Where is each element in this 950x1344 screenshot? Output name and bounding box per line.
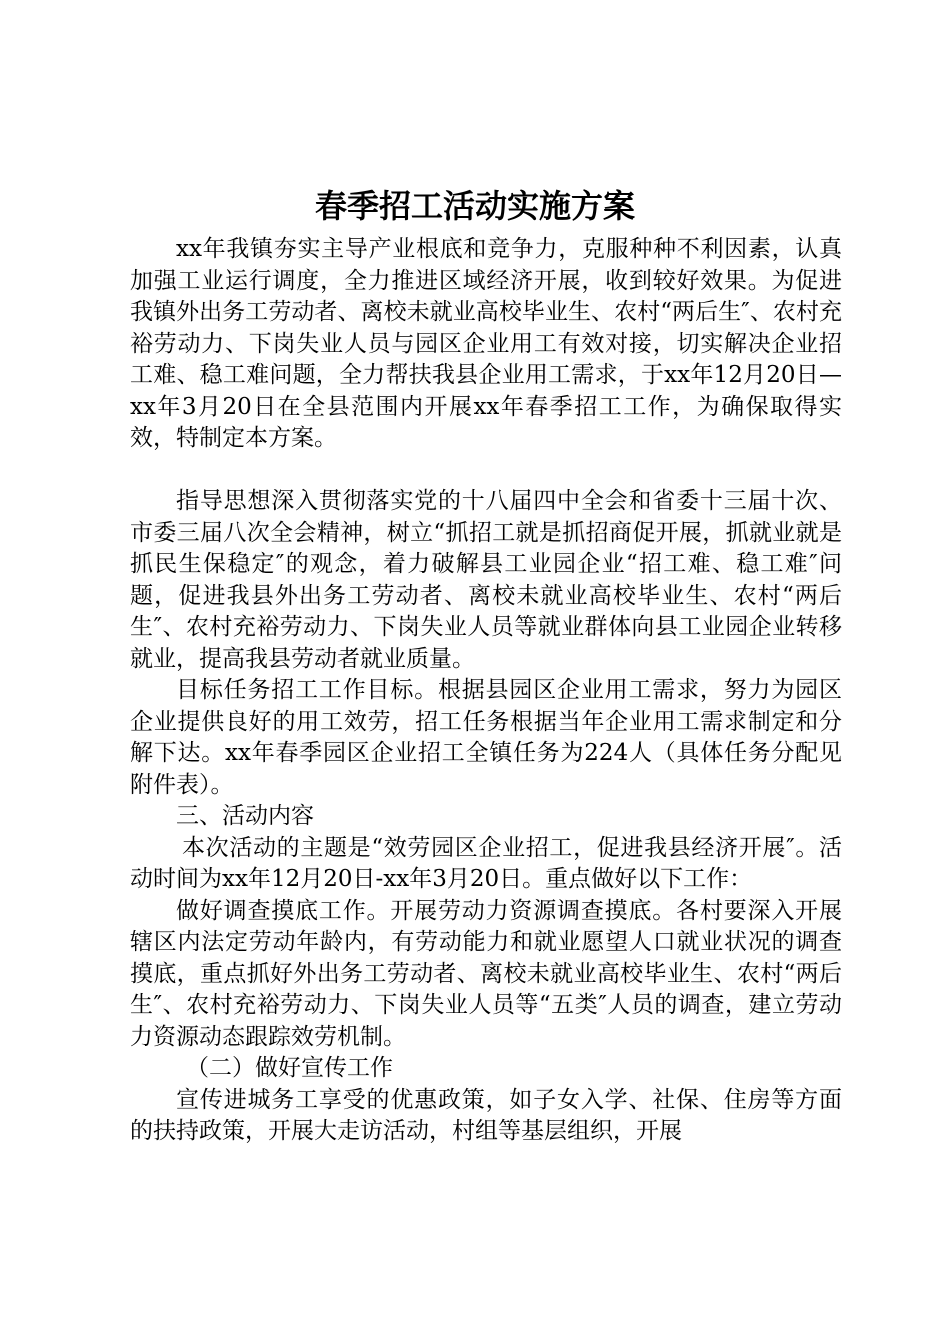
paragraph-activity-theme: 本次活动的主题是“效劳园区企业招工，促进我县经济开展″。活动时间为xx年12月20日-xx年3月20日。重点做好以下工作： — [130, 834, 842, 892]
paragraph-survey-work: 做好调查摸底工作。开展劳动力资源调查摸底。各村要深入开展辖区内法定劳动年龄内，有劳动能力和就业愿望人口就业状况的调查摸底，重点抓好外出务工劳动者、离校未就业高校毕业生、农村“两后生″、农村充裕劳动力、下岗失业人员等“五类″人员的调查，建立劳动力资源动态跟踪效劳机制。 — [130, 897, 842, 1050]
section-heading-activity-content: 三、活动内容 — [176, 803, 314, 829]
paragraph-publicity: 宣传进城务工享受的优惠政策，如子女入学、社保、住房等方面的扶持政策，开展大走访活动，村组等基层组织，开展 — [130, 1086, 842, 1144]
document-title: 春季招工活动实施方案 — [314, 187, 635, 225]
paragraph-guiding-ideology: 指导思想深入贯彻落实党的十八届四中全会和省委十三届十次、市委三届八次全会精神，树立“抓招工就是抓招商促开展，抓就业就是抓民生保稳定″的观念，着力破解县工业园企业“招工难、稳工难″问题，促进我县外出务工劳动者、离校未就业高校毕业生、农村“两后生″、农村充裕劳动力、下岗失业人员等就业群体向县工业园企业转移就业，提高我县劳动者就业质量。 — [130, 488, 842, 672]
paragraph-intro: xx年我镇夯实主导产业根底和竞争力，克服种种不利因素，认真加强工业运行调度，全力推进区域经济开展，收到较好效果。为促进我镇外出务工劳动者、离校未就业高校毕业生、农村“两后生″、农村充裕劳动力、下岗失业人员与园区企业用工有效对接，切实解决企业招工难、稳工难问题，全力帮扶我县企业用工需求，于xx年12月20日—xx年3月20日在全县范围内开展xx年春季招工工作，为确保取得实效，特制定本方案。 — [130, 236, 842, 451]
section-heading-publicity: （二）做好宣传工作 — [186, 1055, 393, 1081]
paragraph-targets: 目标任务招工工作目标。根据县园区企业用工需求，努力为园区企业提供良好的用工效劳，招工任务根据当年企业用工需求制定和分解下达。xx年春季园区企业招工全镇任务为224人（具体任务分配见附件表）。 — [130, 677, 842, 798]
document-body — [130, 234, 842, 1148]
